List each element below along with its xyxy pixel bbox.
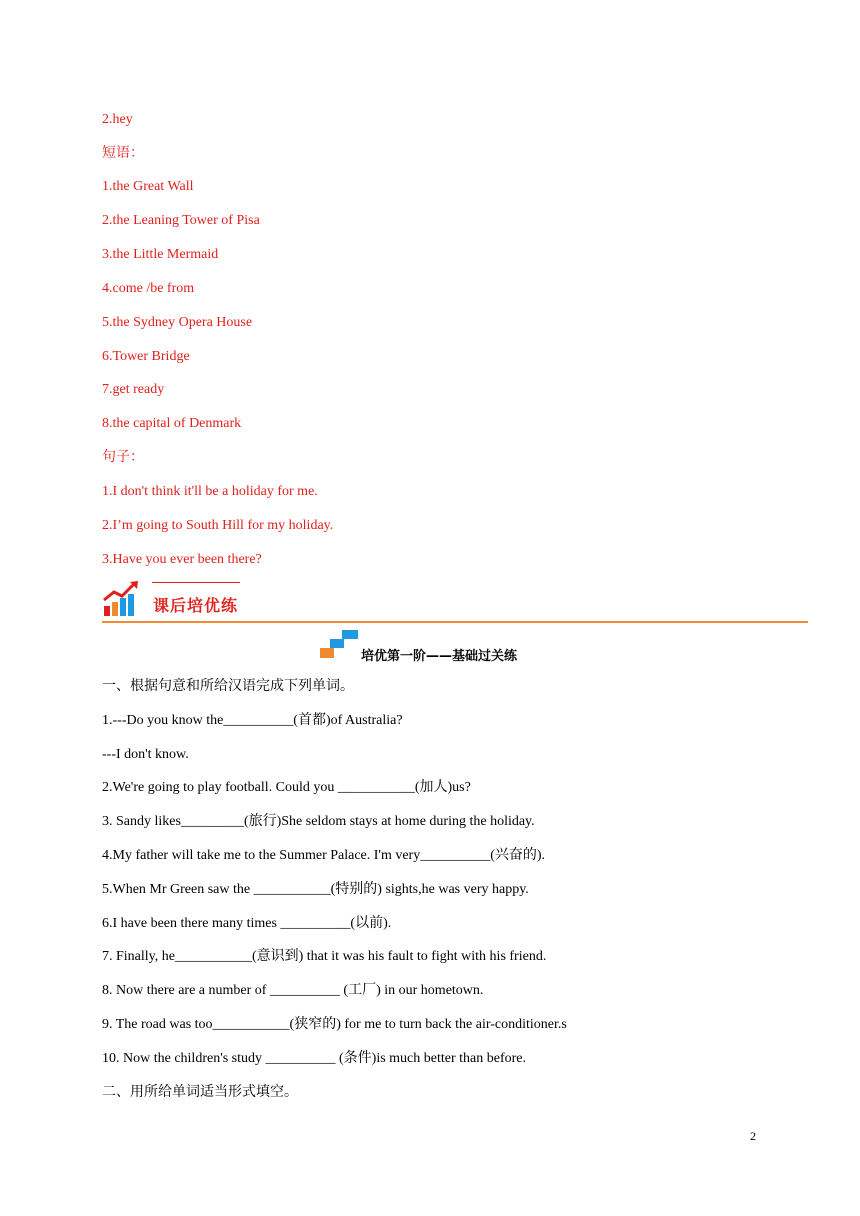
exercise-item: 10. Now the children's study __________ (条件)is much better than before. (102, 1051, 526, 1066)
exercise-item: 9. The road was too___________(狭窄的) for me to turn back the air-conditioner.s (102, 1017, 567, 1032)
sentence-item: 2.I’m going to South Hill for my holiday. (102, 518, 334, 533)
exercise-item: 7. Finally, he___________(意识到) that it was his fault to fight with his friend. (102, 949, 547, 964)
sentence-item: 3.Have you ever been there? (102, 552, 262, 567)
exercise-item: ---I don't know. (102, 747, 189, 762)
banner-divider (102, 621, 808, 623)
exercise-item: 4.My father will take me to the Summer Palace. I'm very__________(兴奋的). (102, 848, 546, 863)
section-subtitle: 培优第一阶——基础过关练 (361, 649, 518, 664)
phrase-item: 3.the Little Mermaid (102, 247, 219, 262)
exercise-item: 1.---Do you know the__________(首都)of Australia? (102, 713, 403, 728)
phrase-item: 1.the Great Wall (102, 179, 194, 194)
page-number: 2 (750, 1129, 756, 1143)
phrase-item: 4.come /be from (102, 281, 195, 296)
exercise-1-instruction: 一、根据句意和所给汉语完成下列单词。 (102, 679, 354, 694)
sentence-item: 1.I don't think it'll be a holiday for me. (102, 484, 318, 499)
phrase-item: 7.get ready (102, 382, 165, 397)
exercise-item: 3. Sandy likes_________(旅行)She seldom stays at home during the holiday. (102, 814, 535, 829)
phrase-item: 6.Tower Bridge (102, 349, 190, 364)
phrase-item: 2.the Leaning Tower of Pisa (102, 213, 260, 228)
exercise-item: 2.We're going to play football. Could you ___________(加人)us? (102, 780, 471, 795)
answer-word-tail: 2.hey (102, 112, 133, 127)
exercise-item: 6.I have been there many times __________(以前). (102, 916, 392, 931)
exercise-item: 8. Now there are a number of __________ (工厂) in our hometown. (102, 983, 484, 998)
phrase-item: 5.the Sydney Opera House (102, 315, 253, 330)
phrase-item: 8.the capital of Denmark (102, 416, 242, 431)
growth-chart-icon (102, 578, 142, 618)
banner-title: 课后培优练 (153, 596, 239, 615)
section-banner (102, 578, 808, 626)
exercise-item: 5.When Mr Green saw the ___________(特别的) sights,he was very happy. (102, 882, 529, 897)
exercise-2-instruction: 二、用所给单词适当形式填空。 (102, 1085, 298, 1100)
steps-icon (320, 630, 360, 660)
banner-accent-line (152, 582, 240, 583)
phrases-heading: 短语： (102, 146, 144, 161)
sentences-heading: 句子： (102, 450, 144, 465)
